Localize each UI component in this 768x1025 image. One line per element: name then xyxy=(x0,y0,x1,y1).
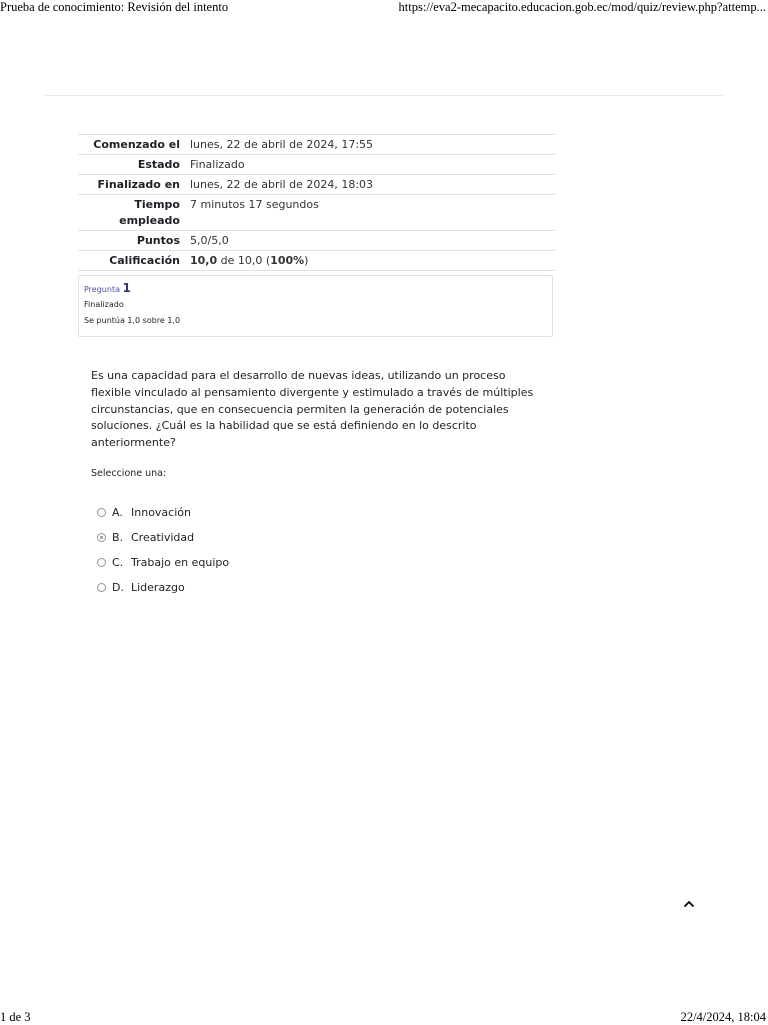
answer-prompt: Seleccione una: xyxy=(91,468,167,479)
question-number xyxy=(84,281,547,297)
answer-letter: A. xyxy=(112,506,123,519)
print-footer-datetime: 22/4/2024, 18:04 xyxy=(680,1010,766,1024)
grade-percent: 100% xyxy=(270,254,305,267)
answer-letter: C. xyxy=(112,556,124,569)
answer-option-d[interactable] xyxy=(97,575,229,600)
answer-letter: D. xyxy=(112,581,124,594)
summary-value: lunes, 22 de abril de 2024, 18:03 xyxy=(185,175,555,195)
answer-option-a[interactable] xyxy=(97,500,229,525)
answer-text: Liderazgo xyxy=(131,581,185,594)
radio-button[interactable] xyxy=(97,508,106,517)
summary-row-finished xyxy=(78,175,555,195)
back-to-top-button[interactable] xyxy=(681,898,697,914)
attempt-summary-table xyxy=(78,134,555,271)
question-info-box xyxy=(78,275,553,337)
answer-option-c[interactable] xyxy=(97,550,229,575)
summary-row-grade xyxy=(78,251,555,271)
answer-letter: B. xyxy=(112,531,124,544)
grade-of-text: de 10,0 ( xyxy=(220,254,271,267)
radio-button-checked[interactable] xyxy=(97,533,106,542)
summary-value: lunes, 22 de abril de 2024, 17:55 xyxy=(185,135,555,155)
question-grade: Se puntúa 1,0 sobre 1,0 xyxy=(84,316,181,325)
chevron-up-icon xyxy=(683,898,695,910)
question-text: Es una capacidad para el desarrollo de nuevas ideas, utilizando un proceso flexible vinculado al pensamiento divergente y estimulado a través de múltiples circunstancias, que en consecuencia permiten la generación de potenciales soluciones. ¿Cuál es la habilidad que se está definiendo en lo descrito anteriormente? xyxy=(91,369,534,450)
summary-row-marks xyxy=(78,231,555,251)
radio-button[interactable] xyxy=(97,583,106,592)
question-number-value: 1 xyxy=(122,281,131,295)
header-divider xyxy=(45,95,723,96)
summary-row-started xyxy=(78,135,555,155)
question-state: Finalizado xyxy=(84,300,124,309)
summary-label: Puntos xyxy=(78,231,185,251)
summary-label: Tiempo empleado xyxy=(78,195,185,231)
print-header-url: https://eva2-mecapacito.educacion.gob.ec/mod/quiz/review.php?attemp... xyxy=(398,0,766,14)
summary-row-state xyxy=(78,155,555,175)
summary-label: Estado xyxy=(78,155,185,175)
summary-value: 7 minutos 17 segundos xyxy=(185,195,555,231)
answer-text: Creatividad xyxy=(131,531,195,544)
answer-options xyxy=(97,500,229,600)
print-header-title: Prueba de conocimiento: Revisión del intento xyxy=(0,0,229,14)
answer-text: Trabajo en equipo xyxy=(131,556,230,569)
radio-button[interactable] xyxy=(97,558,106,567)
answer-text: Innovación xyxy=(131,506,191,519)
summary-label: Calificación xyxy=(78,251,185,271)
summary-value xyxy=(185,251,555,271)
question-label: Pregunta xyxy=(84,285,120,294)
answer-option-b[interactable] xyxy=(97,525,229,550)
grade-close: ) xyxy=(304,254,309,267)
summary-value: 5,0/5,0 xyxy=(185,231,555,251)
summary-row-time-taken xyxy=(78,195,555,231)
print-footer-page: 1 de 3 xyxy=(0,1010,31,1024)
summary-value: Finalizado xyxy=(185,155,555,175)
summary-label: Comenzado el xyxy=(78,135,185,155)
summary-label: Finalizado en xyxy=(78,175,185,195)
grade-score: 10,0 xyxy=(190,254,218,267)
